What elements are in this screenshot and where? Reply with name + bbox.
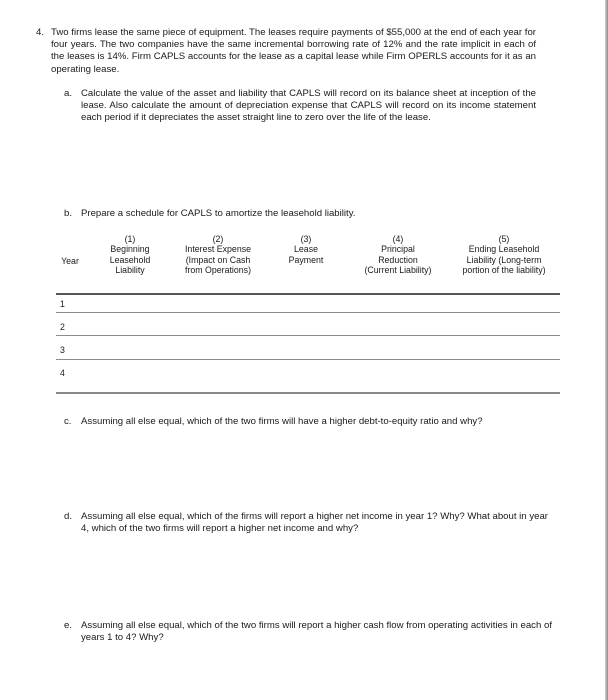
part-b-text: Prepare a schedule for CAPLS to amortize the leasehold liability.: [81, 208, 356, 219]
col2-header: (2) Interest Expense (Impact on Cash from Operations): [184, 234, 251, 276]
col3-header: (3) Lease Payment: [288, 234, 324, 265]
part-d-label: d.: [64, 511, 73, 522]
year-row-3: 3: [60, 345, 65, 355]
year-row-1: 1: [60, 299, 65, 309]
part-d-text: Assuming all else equal, which of the firms will report a higher net income in year 1? Why? What about in year 4, which of the two firms will report a higher net income and why?: [81, 511, 548, 535]
part-e: [64, 620, 552, 644]
table-bottom-rule: [56, 392, 560, 394]
part-a-text: Calculate the value of the asset and liability that CAPLS will record on its balance sheet at inception of the lease. Also calculate the amount of depreciation expense that CAPLS will record on its income statement each period if it depreciates the asset straight line to zero over the life of the lease.: [81, 88, 536, 124]
question-4: [36, 27, 536, 76]
header-rule: [56, 293, 560, 295]
col4-header: (4) Principal Reduction (Current Liability): [364, 234, 432, 276]
row-rule: [56, 312, 560, 313]
question-text: Two firms lease the same piece of equipment. The leases require payments of $55,000 at the end of each year for four years. The two companies have the same incremental borrowing rate of 12% and the rate implicit in each of the leases is 14%. Firm CAPLS accounts for the lease as a capital lease while Firm OPERLS accounts for it as an operating lease.: [51, 27, 536, 75]
part-c-label: c.: [64, 416, 72, 427]
part-e-text: Assuming all else equal, which of the two firms will report a higher cash flow from operating activities in each of years 1 to 4? Why?: [81, 620, 552, 644]
col5-header: (5) Ending Leasehold Liability (Long-term portion of the liability): [462, 234, 546, 276]
part-c: [64, 416, 564, 428]
part-b-label: b.: [64, 208, 73, 219]
question-number: 4.: [36, 27, 45, 38]
part-a: [64, 88, 536, 125]
part-b: [64, 208, 536, 220]
col1-header: (1) Beginning Leasehold Liability: [109, 234, 151, 276]
part-c-text: Assuming all else equal, which of the two firms will have a higher debt-to-equity ratio and why?: [81, 416, 483, 427]
part-d: [64, 511, 548, 535]
part-a-label: a.: [64, 88, 73, 99]
year-header: Year: [61, 256, 79, 266]
year-row-4: 4: [60, 368, 65, 378]
row-rule: [56, 359, 560, 360]
amortization-table: [56, 231, 560, 395]
row-rule: [56, 335, 560, 336]
year-row-2: 2: [60, 322, 65, 332]
part-e-label: e.: [64, 620, 73, 631]
